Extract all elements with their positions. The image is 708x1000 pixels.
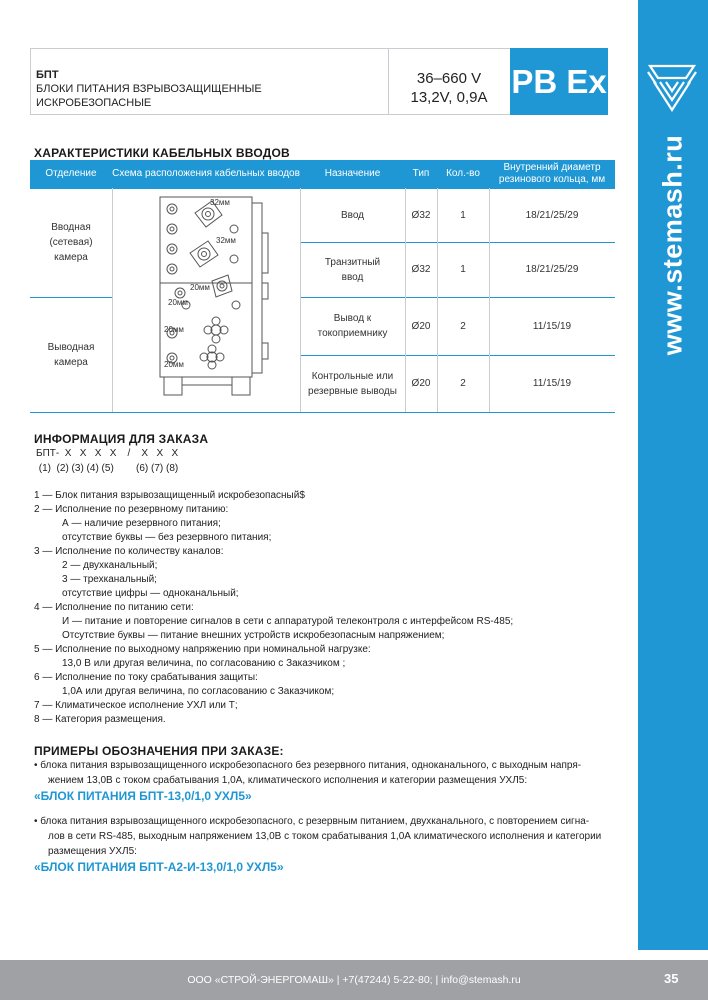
- order-line: отсутствие буквы — без резервного питания;: [62, 532, 272, 543]
- row-diameter: 11/15/19: [532, 320, 572, 332]
- col-scheme: Схема расположения кабельных вводов: [112, 168, 300, 179]
- example-2-line2: лов в сети RS-485, выходным напряжением 13,0В с током срабатывания 1,0А климатического исполнения и категории: [48, 831, 602, 842]
- order-line: 8 — Категория размещения.: [34, 714, 166, 725]
- row-type: Ø32: [411, 209, 431, 221]
- voltage-range: 36–660 V: [416, 70, 482, 87]
- diagram-label-20mm: 20мм: [168, 298, 188, 307]
- product-code: БПТ: [36, 69, 59, 81]
- order-code-indices: (1) (2) (3) (4) (5) (6) (7) (8): [36, 463, 179, 474]
- compartment-input: Вводная (сетевая) камера: [49, 222, 93, 263]
- example-1-line1: • блока питания взрывозащищенного искробезопасного без резервного питания, одноканального, с выходным напря-: [34, 760, 582, 771]
- row-purpose: Транзитный ввод: [324, 256, 381, 283]
- order-line: 6 — Исполнение по току срабатывания защиты:: [34, 672, 258, 683]
- row-diameter: 18/21/25/29: [525, 209, 579, 221]
- order-line: 3 — Исполнение по количеству каналов:: [34, 546, 224, 557]
- product-title-line2: ИСКРОБЕЗОПАСНЫЕ: [36, 97, 152, 109]
- diagram-label-32mm: 32мм: [210, 198, 230, 207]
- row-qty: 2: [460, 378, 466, 389]
- cable-entry-diagram: [150, 193, 280, 408]
- order-section-title: ИНФОРМАЦИЯ ДЛЯ ЗАКАЗА: [34, 432, 209, 446]
- order-line: Отсутствие буквы — питание внешних устройств искробезопасным напряжением;: [62, 630, 445, 641]
- pb-ex-badge: PB Ex: [510, 48, 608, 115]
- example-2-code: «БЛОК ПИТАНИЯ БПТ-А2-И-13,0/1,0 УХЛ5»: [34, 860, 284, 874]
- footer-contacts: ООО «СТРОЙ-ЭНЕРГОМАШ» | +7(47244) 5-22-80; | info@stemash.ru: [187, 974, 521, 986]
- website-vertical: www.stemash.ru: [657, 134, 688, 356]
- order-line: 7 — Климатическое исполнение УХЛ или Т;: [34, 700, 238, 711]
- compartment-output: Выводная камера: [47, 341, 95, 368]
- order-line: 13,0 В или другая величина, по согласованию с Заказчиком ;: [62, 658, 346, 669]
- order-line: 5 — Исполнение по выходному напряжению при номинальной нагрузке:: [34, 644, 371, 655]
- order-line: 1,0А или другая величина, по согласованию с Заказчиком;: [62, 686, 335, 697]
- row-diameter: 11/15/19: [532, 378, 572, 389]
- diagram-label-32mm: 32мм: [216, 236, 236, 245]
- output-rating: 13,2V, 0,9A: [410, 89, 488, 106]
- cable-section-title: ХАРАКТЕРИСТИКИ КАБЕЛЬНЫХ ВВОДОВ: [34, 146, 290, 160]
- example-2-line1: • блока питания взрывозащищенного искробезопасного, с резервным питанием, двухканального, с повторением сигна-: [34, 816, 590, 827]
- order-line: А — наличие резервного питания;: [62, 518, 221, 529]
- col-purpose: Назначение: [324, 168, 381, 179]
- row-type: Ø20: [411, 320, 431, 332]
- order-line: И — питание и повторение сигналов в сети с аппаратурой телеконтроля с интерфейсом RS-485;: [62, 616, 514, 627]
- row-qty: 1: [460, 209, 466, 221]
- row-purpose: Вывод к токоприемнику: [317, 313, 388, 339]
- row-type: Ø20: [411, 378, 431, 389]
- row-type: Ø32: [411, 264, 431, 275]
- col-type: Тип: [412, 168, 430, 179]
- order-line: 1 — Блок питания взрывозащищенный искробезопасный$: [34, 490, 305, 501]
- diagram-label-20mm: 20мм: [164, 325, 184, 334]
- order-line: 3 — трехканальный;: [62, 574, 157, 585]
- example-1-line2: жением 13,0В с током срабатывания 1,0А, климатического исполнения и категории размещения УХЛ5:: [48, 775, 528, 786]
- order-code-template: БПТ- Х Х Х Х / Х Х Х: [36, 448, 179, 459]
- diagram-label-20mm: 20мм: [164, 360, 184, 369]
- table-bottom: [30, 412, 615, 413]
- order-line: 4 — Исполнение по питанию сети:: [34, 602, 194, 613]
- row-qty: 1: [460, 264, 466, 275]
- page-number: 35: [664, 971, 679, 986]
- diagram-label-20mm: 20мм: [190, 283, 210, 292]
- row-qty: 2: [460, 320, 466, 332]
- row-purpose: Ввод: [340, 209, 365, 221]
- col-divider: [112, 188, 113, 412]
- order-line: 2 — двухканальный;: [62, 560, 158, 571]
- col-qty: Кол.-во: [446, 168, 480, 179]
- examples-title: ПРИМЕРЫ ОБОЗНАЧЕНИЯ ПРИ ЗАКАЗЕ:: [34, 744, 284, 758]
- row-diameter: 18/21/25/29: [525, 264, 579, 275]
- row-purpose: Контрольные или резервные выводы: [308, 370, 397, 397]
- order-line: отсутствие цифры — одноканальный;: [62, 588, 239, 599]
- product-title-line1: БЛОКИ ПИТАНИЯ ВЗРЫВОЗАЩИЩЕННЫЕ: [36, 83, 262, 95]
- col-compartment: Отделение: [45, 168, 97, 179]
- example-1-code: «БЛОК ПИТАНИЯ БПТ-13,0/1,0 УХЛ5»: [34, 789, 252, 803]
- col-diameter: Внутренний диаметр резинового кольца, мм: [498, 162, 606, 185]
- order-line: 2 — Исполнение по резервному питанию:: [34, 504, 229, 515]
- company-logo-icon: [646, 60, 698, 115]
- example-2-line3: размещения УХЛ5:: [48, 846, 137, 857]
